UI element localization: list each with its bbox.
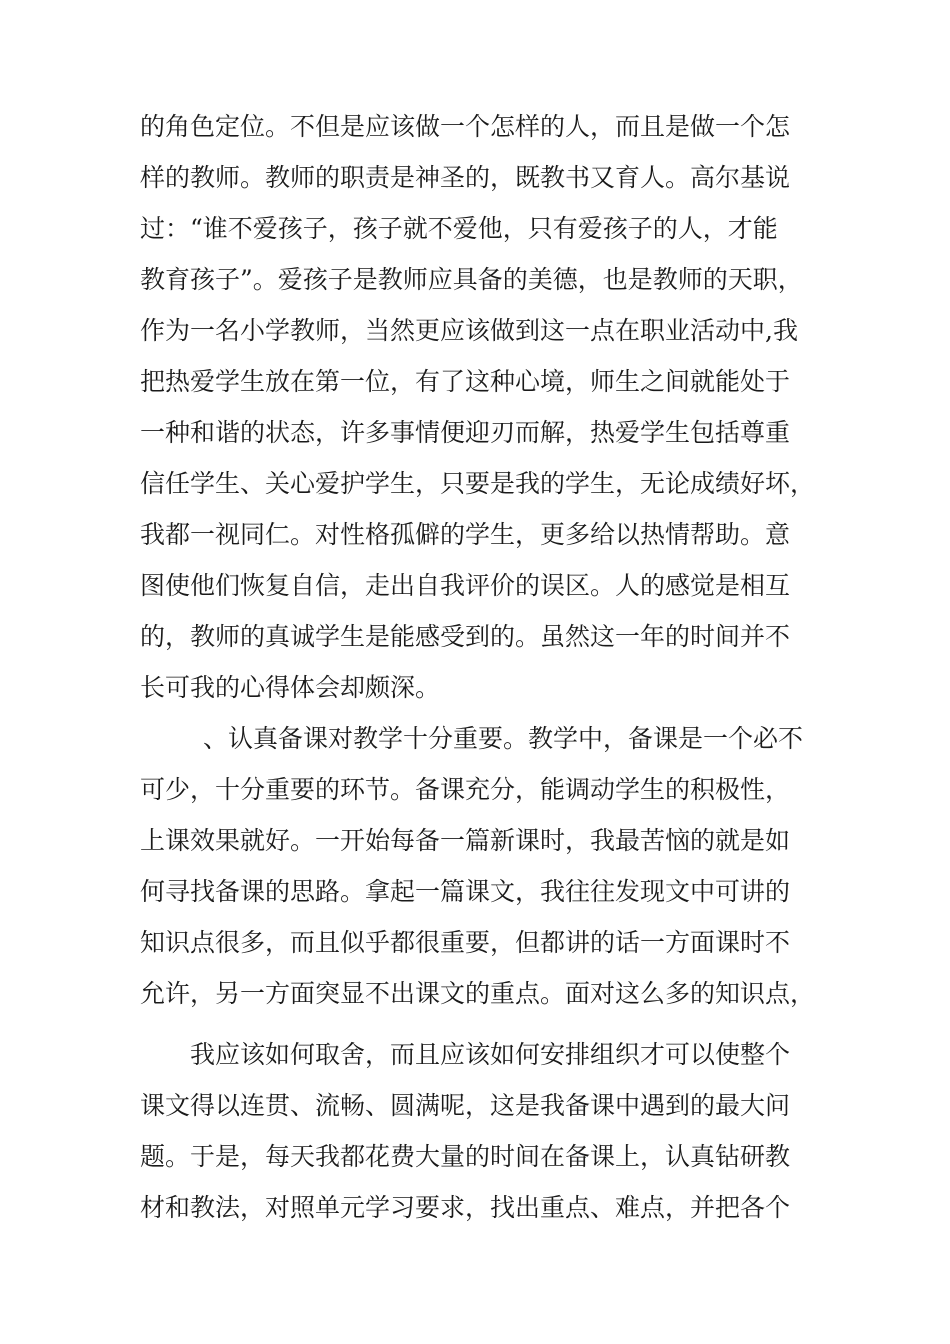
text-line: 教育孩子”。爱孩子是教师应具备的美德，也是教师的天职， [140, 265, 803, 294]
text-line: 样的教师。教师的职责是神圣的，既教书又育人。高尔基说 [140, 163, 791, 192]
text-line: 我都一视同仁。对性格孤僻的学生，更多给以热情帮助。意 [140, 520, 791, 549]
text-line: 的，教师的真诚学生是能感受到的。虽然这一年的时间并不 [140, 622, 791, 651]
text-line: 上课效果就好。一开始每备一篇新课时，我最苦恼的就是如 [140, 826, 791, 855]
text-line: 课文得以连贯、流畅、圆满呢，这是我备课中遇到的最大问 [140, 1091, 791, 1120]
text-line: 图使他们恢复自信，走出自我评价的误区。人的感觉是相互 [140, 571, 791, 600]
text-line: 作为一名小学教师，当然更应该做到这一点在职业活动中,我 [140, 316, 798, 345]
text-line: 长可我的心得体会却颇深。 [140, 673, 441, 702]
text-line: 信任学生、关心爱护学生，只要是我的学生，无论成绩好坏， [140, 469, 816, 498]
text-line: 题。于是，每天我都花费大量的时间在备课上，认真钻研教 [140, 1142, 791, 1171]
text-line: 允许，另一方面突显不出课文的重点。面对这么多的知识点， [140, 979, 816, 1008]
text-line: 把热爱学生放在第一位，有了这种心境，师生之间就能处于 [140, 367, 791, 396]
text-line: 何寻找备课的思路。拿起一篇课文，我往往发现文中可讲的 [140, 877, 791, 906]
text-line: 我应该如何取舍，而且应该如何安排组织才可以使整个 [190, 1040, 791, 1069]
text-line: 、认真备课对教学十分重要。教学中，备课是一个必不 [203, 724, 804, 753]
text-line: 一种和谐的状态，许多事情便迎刃而解，热爱学生包括尊重 [140, 418, 791, 447]
text-line: 材和教法，对照单元学习要求，找出重点、难点，并把各个 [140, 1193, 791, 1222]
text-line: 过：“谁不爱孩子，孩子就不爱他，只有爱孩子的人，才能 [140, 214, 778, 243]
text-line: 知识点很多，而且似乎都很重要，但都讲的话一方面课时不 [140, 928, 791, 957]
text-line: 的角色定位。不但是应该做一个怎样的人，而且是做一个怎 [140, 112, 791, 141]
text-line: 可少，十分重要的环节。备课充分，能调动学生的积极性， [140, 775, 791, 804]
